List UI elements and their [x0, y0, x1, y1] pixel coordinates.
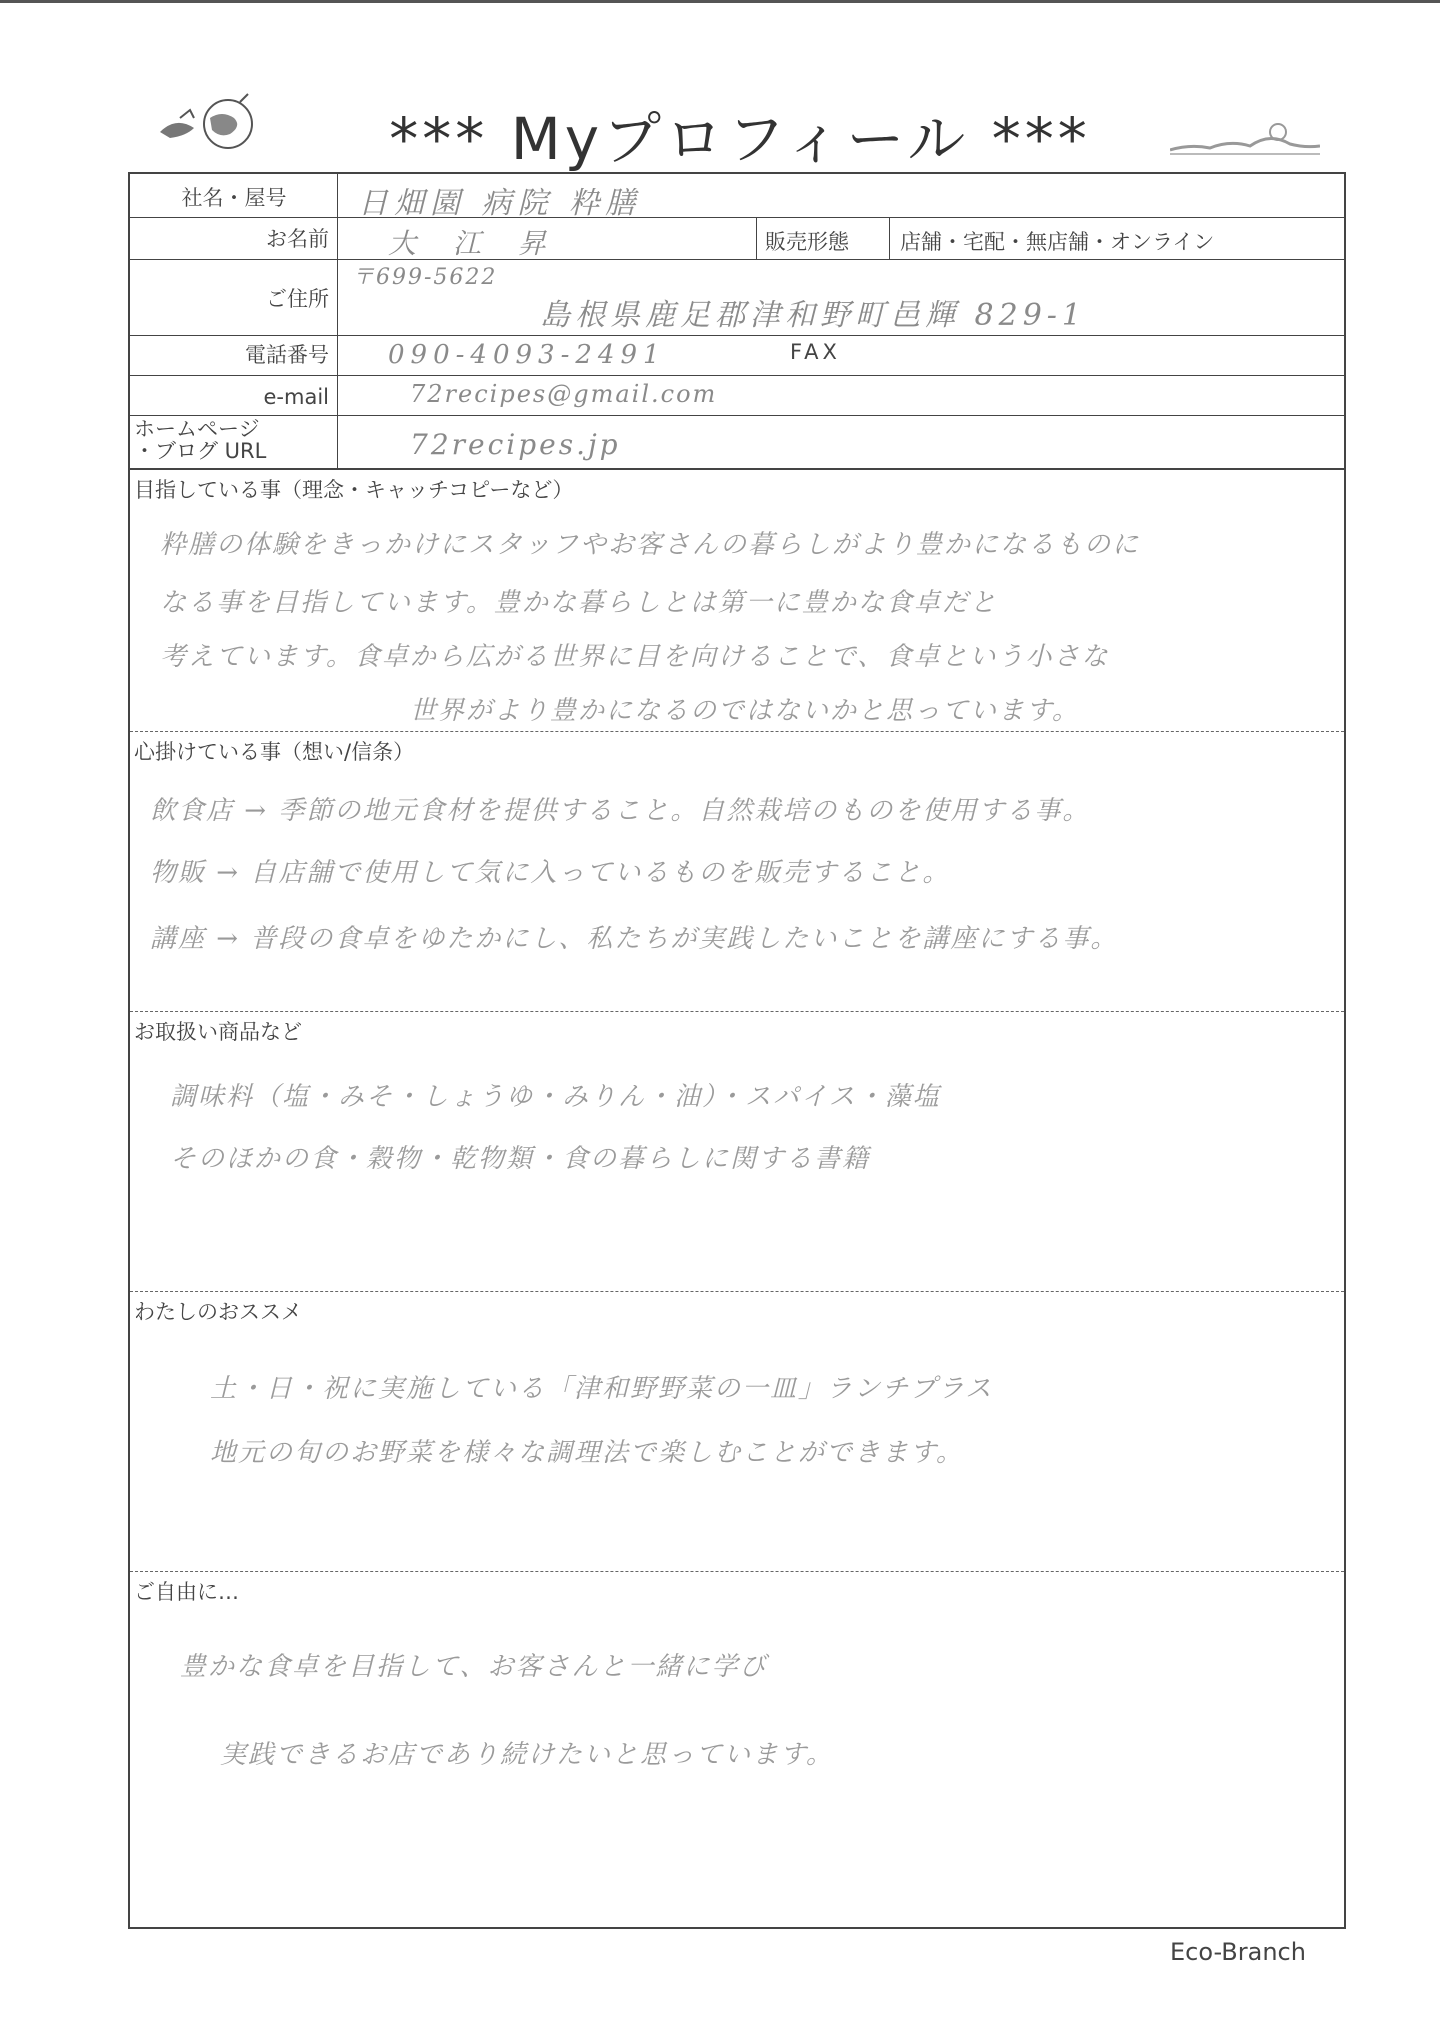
sales-type-label: 販売形態: [765, 230, 849, 254]
homepage-row: [130, 416, 1344, 470]
aim-line[interactable]: 考えています。食卓から広がる世界に目を向けることで、食卓という小さな: [160, 642, 1110, 672]
recommend-title: わたしのおススメ: [134, 1300, 302, 1324]
aim-line[interactable]: 世界がより豊かになるのではないかと思っています。: [410, 696, 1080, 726]
sales-type-options[interactable]: 店舗・宅配・無店舗・オンライン: [900, 230, 1215, 254]
belief-line[interactable]: 飲食店 → 季節の地元食材を提供すること。自然栽培のものを使用する事。: [150, 796, 1091, 826]
company-value[interactable]: 日畑園 病院 粋膳: [358, 186, 642, 221]
page-title: *** Myプロフィール ***: [389, 105, 1091, 173]
belief-line[interactable]: 講座 → 普段の食卓をゆたかにし、私たちが実践したいことを講座にする事。: [150, 924, 1119, 954]
products-title: お取扱い商品など: [134, 1020, 302, 1044]
recommend-section: [130, 1292, 1344, 1572]
name-value[interactable]: 大 江 昇: [388, 227, 560, 260]
address-label: ご住所: [130, 260, 338, 335]
email-label: e-mail: [130, 376, 338, 415]
homepage-value[interactable]: 72recipes.jp: [410, 428, 621, 461]
name-label: お名前: [130, 218, 338, 259]
products-line[interactable]: 調味料（塩・みそ・しょうゆ・みりん・油）・スパイス・藻塩: [170, 1082, 941, 1112]
email-value[interactable]: 72recipes@gmail.com: [410, 380, 718, 408]
phone-label: 電話番号: [130, 336, 338, 375]
aim-title: 目指している事（理念・キャッチコピーなど）: [134, 478, 574, 502]
scan-top-edge: [0, 0, 1440, 3]
postal-code[interactable]: 〒699-5622: [352, 265, 498, 290]
name-row: [130, 218, 1344, 260]
belief-title: 心掛けている事（想い/信条）: [134, 740, 415, 764]
address-row: [130, 260, 1344, 336]
free-section: [130, 1572, 1344, 1927]
products-line[interactable]: そのほかの食・穀物・乾物類・食の暮らしに関する書籍: [170, 1144, 871, 1174]
company-row: [130, 174, 1344, 221]
address-value[interactable]: 島根県鹿足郡津和野町邑輝 829-1: [540, 298, 1087, 333]
aim-line[interactable]: 粋膳の体験をきっかけにスタッフやお客さんの暮らしがより豊かになるものに: [160, 530, 1141, 560]
sales-type-label-cell: [756, 218, 890, 259]
belief-section: [130, 732, 1344, 1012]
products-section: [130, 1012, 1344, 1292]
recommend-line[interactable]: 地元の旬のお野菜を様々な調理法で楽しむことができます。: [210, 1438, 964, 1468]
phone-row: [130, 336, 1344, 376]
landscape-decoration-icon: [1170, 118, 1320, 158]
globe-bird-logo-icon: [150, 88, 270, 158]
free-title: ご自由に…: [134, 1580, 239, 1604]
company-label: 社名・屋号: [130, 174, 338, 217]
footer-brand: Eco-Branch: [1170, 1938, 1306, 1966]
free-line[interactable]: 実践できるお店であり続けたいと思っています。: [220, 1740, 834, 1770]
email-row: [130, 376, 1344, 416]
fax-label: FAX: [790, 340, 841, 364]
phone-value[interactable]: 090-4093-2491: [388, 340, 666, 370]
belief-line[interactable]: 物販 → 自店舗で使用して気に入っているものを販売すること。: [150, 858, 951, 888]
aim-section: [130, 470, 1344, 732]
homepage-label: ホームページ ・ブログ URL: [130, 416, 338, 468]
profile-form: [128, 172, 1346, 1929]
recommend-line[interactable]: 土・日・祝に実施している「津和野野菜の一皿」ランチプラス: [210, 1374, 994, 1404]
free-line[interactable]: 豊かな食卓を目指して、お客さんと一緒に学び: [180, 1652, 768, 1682]
aim-line[interactable]: なる事を目指しています。豊かな暮らしとは第一に豊かな食卓だと: [160, 588, 998, 618]
